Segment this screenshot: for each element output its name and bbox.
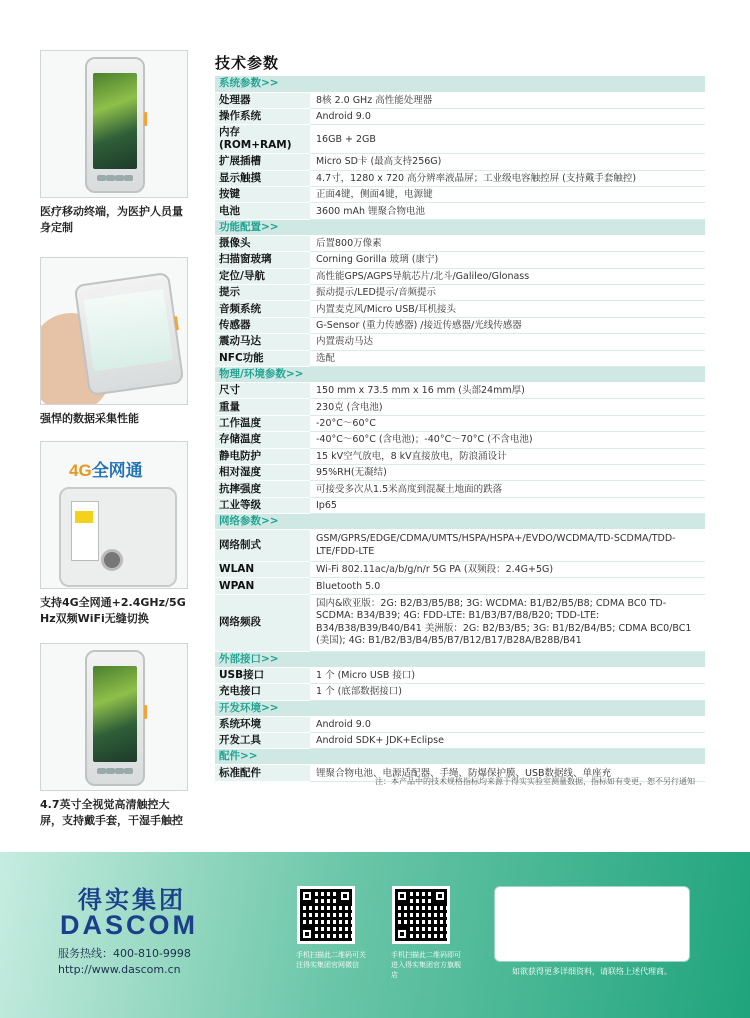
spec-section-header: [215, 749, 705, 765]
footer: [0, 852, 750, 1018]
section-title: 系统参数>>: [215, 76, 705, 92]
spec-key: 开发工具: [215, 733, 310, 749]
spec-value: 1 个 (底部数据接口): [310, 684, 705, 700]
spec-row: [215, 415, 705, 431]
spec-key: 充电接口: [215, 684, 310, 700]
spec-row: [215, 334, 705, 350]
spec-key: 电池: [215, 203, 310, 219]
spec-row: [215, 481, 705, 497]
dealer-contact-box: [494, 886, 690, 962]
spec-row: [215, 399, 705, 415]
spec-value: 1 个 (Micro USB 接口): [310, 667, 705, 683]
spec-row: [215, 317, 705, 333]
spec-row: [215, 448, 705, 464]
card-caption: 4.7英寸全视觉高清触控大屏，支持戴手套，干湿手触控: [40, 798, 183, 827]
spec-value: Micro SD卡 (最高支持256G): [310, 154, 705, 170]
spec-value: Android 9.0: [310, 108, 705, 124]
spec-value: 16GB + 2GB: [310, 125, 705, 154]
spec-value: 后置800万像素: [310, 235, 705, 251]
spec-row: [215, 432, 705, 448]
spec-row: [215, 285, 705, 301]
product-image-back: [40, 441, 188, 589]
spec-key: 存储温度: [215, 432, 310, 448]
spec-section-header: [215, 219, 705, 235]
spec-section-header: [215, 514, 705, 530]
spec-row: [215, 497, 705, 513]
spec-value: 8核 2.0 GHz 高性能处理器: [310, 92, 705, 108]
product-image-screen: [40, 643, 188, 791]
spec-row: [215, 108, 705, 124]
section-title: 功能配置>>: [215, 219, 705, 235]
section-title: 开发环境>>: [215, 700, 705, 716]
spec-row: [215, 382, 705, 398]
spec-value: Corning Gorilla 玻璃 (康宁): [310, 252, 705, 268]
spec-key: NFC功能: [215, 350, 310, 366]
spec-key: 尺寸: [215, 382, 310, 398]
spec-value: G-Sensor (重力传感器) /接近传感器/光线传感器: [310, 317, 705, 333]
spec-value: Android 9.0: [310, 716, 705, 732]
section-title: 网络参数>>: [215, 514, 705, 530]
spec-row: [215, 667, 705, 683]
spec-row: [215, 268, 705, 284]
spec-value: GSM/GPRS/EDGE/CDMA/UMTS/HSPA/HSPA+/EVDO/WCDMA/TD-SCDMA/TDD-LTE/FDD-LTE: [310, 530, 705, 562]
spec-key: 系统环境: [215, 716, 310, 732]
wechat-qr-code[interactable]: [297, 886, 355, 944]
spec-note: 注：本产品中的技术规格指标均来源于得实实验室测量数据，指标如有变更，恕不另行通知: [375, 777, 695, 786]
spec-value: Ip65: [310, 497, 705, 513]
spec-value: 振动提示/LED提示/音频提示: [310, 285, 705, 301]
dealer-caption: 如欲获得更多详细资料，请联络上述代理商。: [512, 967, 672, 976]
spec-row: [215, 594, 705, 651]
brand-name-cn: 得实集团: [78, 885, 186, 914]
section-title: 配件>>: [215, 749, 705, 765]
spec-key: 震动马达: [215, 334, 310, 350]
spec-key: 提示: [215, 285, 310, 301]
spec-value: 15 kV空气放电，8 kV直接放电，防浪涌设计: [310, 448, 705, 464]
spec-row: [215, 125, 705, 154]
spec-key: WPAN: [215, 578, 310, 594]
spec-value: 230克 (含电池): [310, 399, 705, 415]
product-card-4g: [40, 441, 190, 627]
spec-row: [215, 350, 705, 366]
spec-value: Android SDK+ JDK+Eclipse: [310, 733, 705, 749]
spec-key: 定位/导航: [215, 268, 310, 284]
spec-key: USB接口: [215, 667, 310, 683]
store-qr-code[interactable]: [392, 886, 450, 944]
spec-key: 静电防护: [215, 448, 310, 464]
spec-key: 操作系统: [215, 108, 310, 124]
spec-value: 选配: [310, 350, 705, 366]
spec-key: 音频系统: [215, 301, 310, 317]
spec-key: 工业等级: [215, 497, 310, 513]
spec-row: [215, 203, 705, 219]
4g-logo: 4G全网通: [69, 461, 143, 481]
card-caption: 支持4G全网通+2.4GHz/5GHz双频WiFi无缝切换: [40, 596, 186, 625]
spec-key: 显示触摸: [215, 170, 310, 186]
spec-value: -40°C～60°C (含电池)；-40°C～70°C (不含电池): [310, 432, 705, 448]
spec-value: 内置麦克风/Micro USB/耳机接头: [310, 301, 705, 317]
spec-row: [215, 464, 705, 480]
spec-value: 150 mm x 73.5 mm x 16 mm (头部24mm厚): [310, 382, 705, 398]
product-image-front: [40, 50, 188, 198]
spec-key: 摄像头: [215, 235, 310, 251]
section-title: 外部接口>>: [215, 651, 705, 667]
qr-caption-store: 手机扫描此二维码即可进入得实集团官方旗舰店: [391, 951, 461, 979]
spec-key: 按键: [215, 187, 310, 203]
product-card-data-capture: [40, 257, 190, 427]
spec-row: [215, 252, 705, 268]
spec-key: WLAN: [215, 562, 310, 578]
service-hotline: 服务热线：400-810-9998: [58, 947, 191, 960]
spec-key: 相对湿度: [215, 464, 310, 480]
spec-row: [215, 578, 705, 594]
spec-value: 正面4键，侧面4键，电源键: [310, 187, 705, 203]
spec-key: 内存(ROM+RAM): [215, 125, 310, 154]
spec-row: [215, 187, 705, 203]
spec-value: Wi-Fi 802.11ac/a/b/g/n/r 5G PA (双频段：2.4G+5G): [310, 562, 705, 578]
spec-row: [215, 530, 705, 562]
card-caption: 医疗移动终端，为医护人员量身定制: [40, 205, 183, 234]
spec-row: [215, 301, 705, 317]
spec-row: [215, 562, 705, 578]
spec-section-header: [215, 366, 705, 382]
qr-caption-wechat: 手机扫描此二维码可关注得实集团官网微信: [296, 951, 366, 969]
spec-key: 重量: [215, 399, 310, 415]
section-title: 物理/环境参数>>: [215, 366, 705, 382]
spec-key: 处理器: [215, 92, 310, 108]
spec-row: [215, 92, 705, 108]
spec-row: [215, 733, 705, 749]
spec-value: -20°C～60°C: [310, 415, 705, 431]
spec-key: 网络制式: [215, 530, 310, 562]
spec-value: Bluetooth 5.0: [310, 578, 705, 594]
spec-row: [215, 716, 705, 732]
spec-value: 3600 mAh 锂聚合物电池: [310, 203, 705, 219]
spec-key: 扩展插槽: [215, 154, 310, 170]
spec-key: 工作温度: [215, 415, 310, 431]
spec-key: 标准配件: [215, 765, 310, 781]
spec-value: 4.7寸，1280 x 720 高分辨率液晶屏；工业级电容触控屏 (支持戴手套触控): [310, 170, 705, 186]
spec-row: [215, 684, 705, 700]
spec-value: 高性能GPS/AGPS导航芯片/北斗/Galileo/Glonass: [310, 268, 705, 284]
product-card-display: [40, 643, 190, 829]
card-caption: 强悍的数据采集性能: [40, 412, 139, 425]
product-card-medical: [40, 50, 190, 236]
spec-row: [215, 235, 705, 251]
spec-value: 锂聚合物电池、电源适配器、手绳、防爆保护膜、USB数据线、单座充: [310, 765, 705, 781]
product-image-in-hand: [40, 257, 188, 405]
brand-logo: DASCOM: [60, 910, 198, 940]
spec-value: 国内&欧亚版：2G: B2/B3/B5/B8; 3G: WCDMA: B1/B2/B5/B8; CDMA BC0 TD-SCDMA: B34/B39; 4G: FDD-LTE: B1/B3/B7/B8/B20; TDD-LTE: B34/B38/B39/B40/B41 美洲版：2G: B2/B3/B5; 3G: B1/B2/B4/B5; CDMA BC0/BC1 (美国); 4G: B1/B2/B3/B4/B5/B7/B12/B17/B28A/B28B/B41: [310, 594, 705, 651]
spec-key: 传感器: [215, 317, 310, 333]
spec-key: 网络频段: [215, 594, 310, 651]
spec-title: 技术参数: [215, 54, 280, 72]
spec-value: 可接受多次从1.5米高度到混凝土地面的跌落: [310, 481, 705, 497]
spec-section-header: [215, 76, 705, 92]
spec-row: [215, 170, 705, 186]
website-link[interactable]: http://www.dascom.cn: [58, 963, 181, 976]
spec-key: 扫描窗玻璃: [215, 252, 310, 268]
spec-section-header: [215, 651, 705, 667]
spec-row: [215, 154, 705, 170]
spec-key: 抗摔强度: [215, 481, 310, 497]
spec-value: 内置震动马达: [310, 334, 705, 350]
spec-section-header: [215, 700, 705, 716]
spec-value: 95%RH(无凝结): [310, 464, 705, 480]
spec-table: [215, 76, 705, 782]
